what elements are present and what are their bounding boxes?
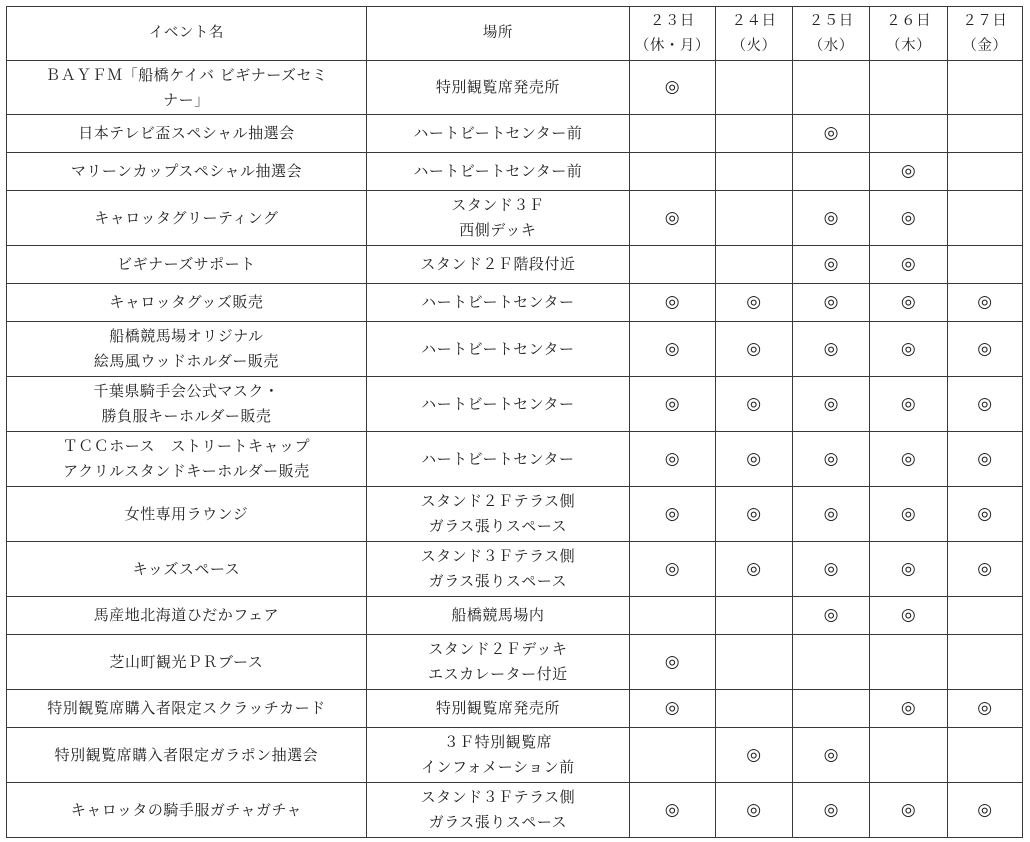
event-name-cell: 特別観覧席購入者限定ガラポン抽選会: [7, 728, 367, 783]
day-25-cell: ◎: [793, 191, 870, 246]
day-26-cell: [870, 61, 947, 115]
day-26-cell: ◎: [870, 246, 947, 284]
place-cell: 特別観覧席発売所: [366, 690, 629, 728]
day-27-cell: ◎: [947, 377, 1022, 432]
day-26-cell: ◎: [870, 487, 947, 542]
place-cell: スタンド２Ｆデッキ エスカレーター付近: [366, 635, 629, 690]
day-24-cell: [715, 635, 792, 690]
day-25-cell: ◎: [793, 115, 870, 153]
day-27-cell: ◎: [947, 690, 1022, 728]
day-27-cell: ◎: [947, 284, 1022, 322]
day-27-cell: [947, 246, 1022, 284]
header-day-24: ２４日 （火）: [715, 7, 792, 61]
day-23-cell: [629, 597, 715, 635]
day-26-cell: ◎: [870, 690, 947, 728]
place-cell: ハートビートセンター前: [366, 153, 629, 191]
day-24-cell: ◎: [715, 432, 792, 487]
day-26-cell: ◎: [870, 542, 947, 597]
day-23-cell: [629, 115, 715, 153]
event-name-cell: キャロッタの騎手服ガチャガチャ: [7, 783, 367, 838]
day-23-cell: ◎: [629, 284, 715, 322]
day-26-cell: ◎: [870, 377, 947, 432]
day-25-cell: [793, 690, 870, 728]
day-24-cell: ◎: [715, 322, 792, 377]
day-23-cell: [629, 246, 715, 284]
event-name-cell: キャロッタグッズ販売: [7, 284, 367, 322]
day-26-cell: [870, 115, 947, 153]
event-name-cell: ＢＡＹＦＭ「船橋ケイバ ビギナーズセミ ナー」: [7, 61, 367, 115]
event-name-cell: ＴＣＣホース ストリートキャップ アクリルスタンドキーホルダー販売: [7, 432, 367, 487]
event-name-cell: 船橋競馬場オリジナル 絵馬風ウッドホルダー販売: [7, 322, 367, 377]
place-cell: ハートビートセンター: [366, 322, 629, 377]
day-23-cell: ◎: [629, 322, 715, 377]
day-23-cell: ◎: [629, 377, 715, 432]
day-26-cell: ◎: [870, 322, 947, 377]
event-name-cell: 特別観覧席購入者限定スクラッチカード: [7, 690, 367, 728]
header-event-name: イベント名: [7, 7, 367, 61]
day-27-cell: [947, 728, 1022, 783]
day-26-cell: [870, 728, 947, 783]
table-row: [7, 377, 1023, 432]
day-27-cell: [947, 191, 1022, 246]
day-26-cell: ◎: [870, 597, 947, 635]
place-cell: ハートビートセンター: [366, 284, 629, 322]
header-day-23: ２３日 （休・月）: [629, 7, 715, 61]
table-row: [7, 690, 1023, 728]
day-26-cell: ◎: [870, 284, 947, 322]
day-26-cell: ◎: [870, 191, 947, 246]
day-23-cell: ◎: [629, 61, 715, 115]
header-day-25: ２５日 （水）: [793, 7, 870, 61]
day-25-cell: ◎: [793, 284, 870, 322]
header-row: [7, 7, 1023, 61]
day-27-cell: ◎: [947, 322, 1022, 377]
event-name-cell: 女性専用ラウンジ: [7, 487, 367, 542]
place-cell: ３Ｆ特別観覧席 インフォメーション前: [366, 728, 629, 783]
place-cell: スタンド２Ｆ階段付近: [366, 246, 629, 284]
day-24-cell: [715, 690, 792, 728]
day-26-cell: ◎: [870, 153, 947, 191]
day-24-cell: ◎: [715, 542, 792, 597]
event-name-cell: 芝山町観光ＰＲブース: [7, 635, 367, 690]
day-27-cell: [947, 635, 1022, 690]
table-row: [7, 61, 1023, 115]
place-cell: ハートビートセンター: [366, 377, 629, 432]
table-row: [7, 246, 1023, 284]
place-cell: ハートビートセンター前: [366, 115, 629, 153]
table-row: [7, 191, 1023, 246]
day-24-cell: [715, 115, 792, 153]
day-24-cell: [715, 597, 792, 635]
day-23-cell: ◎: [629, 690, 715, 728]
day-24-cell: ◎: [715, 377, 792, 432]
day-27-cell: ◎: [947, 783, 1022, 838]
header-place: 場所: [366, 7, 629, 61]
day-24-cell: ◎: [715, 783, 792, 838]
event-schedule-table: [6, 6, 1023, 838]
table-row: [7, 783, 1023, 838]
event-name-cell: キッズスペース: [7, 542, 367, 597]
day-23-cell: ◎: [629, 487, 715, 542]
place-cell: ハートビートセンター: [366, 432, 629, 487]
day-24-cell: [715, 61, 792, 115]
place-cell: スタンド３Ｆテラス側 ガラス張りスペース: [366, 542, 629, 597]
event-name-cell: 馬産地北海道ひだかフェア: [7, 597, 367, 635]
day-23-cell: ◎: [629, 635, 715, 690]
table-row: [7, 542, 1023, 597]
day-25-cell: ◎: [793, 542, 870, 597]
event-name-cell: マリーンカップスペシャル抽選会: [7, 153, 367, 191]
event-name-cell: キャロッタグリーティング: [7, 191, 367, 246]
day-23-cell: ◎: [629, 432, 715, 487]
day-24-cell: [715, 246, 792, 284]
day-24-cell: ◎: [715, 284, 792, 322]
day-26-cell: ◎: [870, 783, 947, 838]
header-day-26: ２６日 （木）: [870, 7, 947, 61]
day-27-cell: ◎: [947, 432, 1022, 487]
place-cell: スタンド３Ｆテラス側 ガラス張りスペース: [366, 783, 629, 838]
table-row: [7, 597, 1023, 635]
day-23-cell: [629, 728, 715, 783]
table-row: [7, 487, 1023, 542]
table-row: [7, 115, 1023, 153]
table-row: [7, 635, 1023, 690]
day-23-cell: ◎: [629, 783, 715, 838]
day-27-cell: [947, 115, 1022, 153]
day-23-cell: ◎: [629, 542, 715, 597]
day-25-cell: ◎: [793, 728, 870, 783]
event-name-cell: 千葉県騎手会公式マスク・ 勝負服キーホルダー販売: [7, 377, 367, 432]
day-25-cell: ◎: [793, 246, 870, 284]
day-27-cell: ◎: [947, 487, 1022, 542]
day-27-cell: ◎: [947, 542, 1022, 597]
day-27-cell: [947, 153, 1022, 191]
day-25-cell: ◎: [793, 322, 870, 377]
day-24-cell: [715, 191, 792, 246]
day-25-cell: ◎: [793, 783, 870, 838]
event-name-cell: ビギナーズサポート: [7, 246, 367, 284]
place-cell: 船橋競馬場内: [366, 597, 629, 635]
day-26-cell: [870, 635, 947, 690]
place-cell: 特別観覧席発売所: [366, 61, 629, 115]
place-cell: スタンド３Ｆ 西側デッキ: [366, 191, 629, 246]
day-23-cell: ◎: [629, 191, 715, 246]
table-body: [7, 61, 1023, 838]
day-25-cell: [793, 153, 870, 191]
header-day-27: ２７日 （金）: [947, 7, 1022, 61]
table-row: [7, 284, 1023, 322]
table-row: [7, 432, 1023, 487]
place-cell: スタンド２Ｆテラス側 ガラス張りスペース: [366, 487, 629, 542]
day-27-cell: [947, 597, 1022, 635]
table-row: [7, 153, 1023, 191]
day-25-cell: ◎: [793, 487, 870, 542]
day-25-cell: [793, 635, 870, 690]
day-24-cell: ◎: [715, 728, 792, 783]
day-26-cell: ◎: [870, 432, 947, 487]
event-name-cell: 日本テレビ盃スペシャル抽選会: [7, 115, 367, 153]
day-23-cell: [629, 153, 715, 191]
day-25-cell: [793, 61, 870, 115]
day-25-cell: ◎: [793, 377, 870, 432]
table-row: [7, 322, 1023, 377]
day-25-cell: ◎: [793, 597, 870, 635]
day-27-cell: [947, 61, 1022, 115]
day-25-cell: ◎: [793, 432, 870, 487]
day-24-cell: [715, 153, 792, 191]
day-24-cell: ◎: [715, 487, 792, 542]
table-row: [7, 728, 1023, 783]
